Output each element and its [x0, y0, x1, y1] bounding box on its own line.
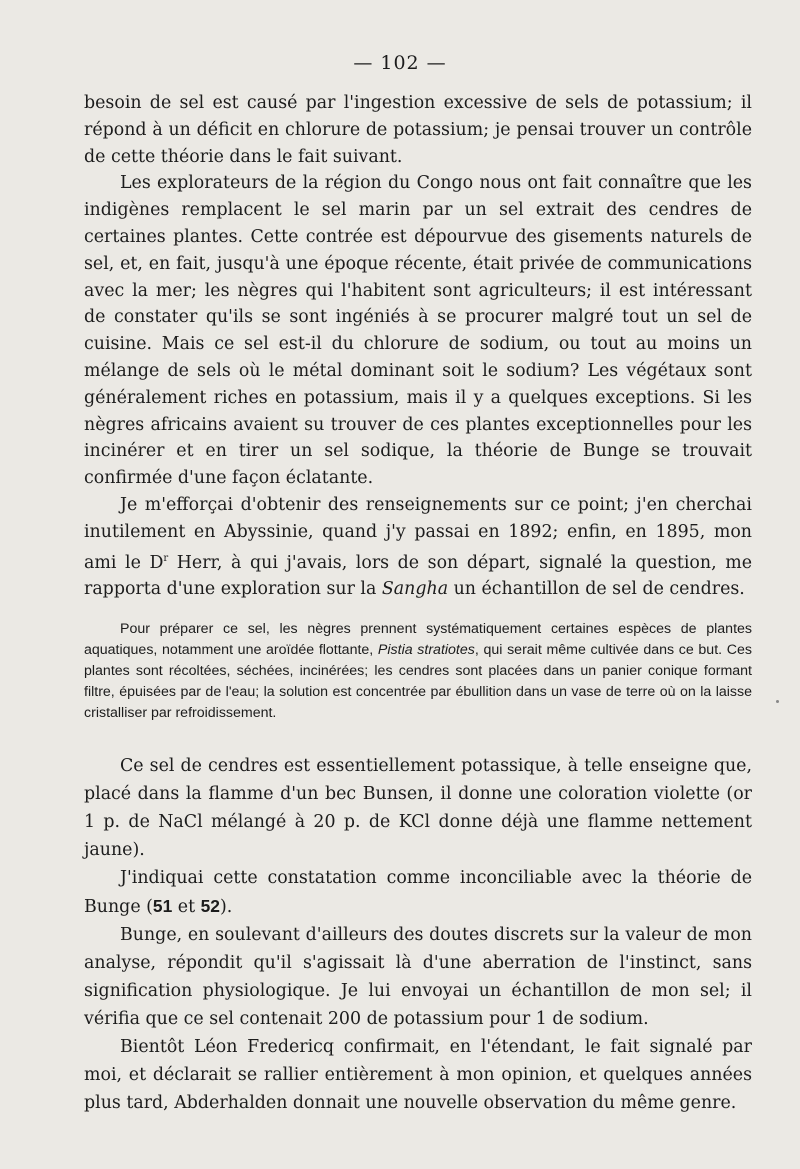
small-print-note [84, 619, 752, 724]
paragraph-bunge-reply: Bunge, en soulevant d'ailleurs des doutes discrets sur la valeur de mon analyse, répondit qu'il s'agissait là d'une aberration de l'instinct, sans signification physiologique. Je lui envoyai un échantillon de mon sel; il vérifia que ce sel contenait 200 de potassium pour 1 de sodium. [84, 924, 752, 1029]
paragraph-continuation: besoin de sel est causé par l'ingestion excessive de sels de potassium; il répond à un déficit en chlorure de potassium; je pensai trouver un contrôle de cette théorie dans le fait suivant. [84, 93, 752, 167]
main-text-block [84, 90, 752, 603]
paragraph-congo-explorers: Les explorateurs de la région du Congo nous ont fait connaître que les indigènes remplacent le sel marin par un sel extrait des cendres de certaines plantes. Cette contrée est dépourvue des gisements naturels de sel, et, en fait, jusqu'à une époque récente, était privée de communications avec la mer; les nègres qui l'habitent sont agriculteurs; il est intéressant de constater qu'ils se sont ingéniés à se procurer malgré tout un sel de cuisine. Mais ce sel est-il du chlorure de sodium, ou tout au moins un mélange de sels où le métal dominant soit le sodium? Les végétaux sont généralement riches en potassium, mais il y a quelques exceptions. Si les nègres africains avaient su trouver de ces plantes exceptionnelles pour les incinérer et en tirer un sel sodique, la théorie de Bunge se trouvait confirmée d'une façon éclatante. [84, 173, 752, 489]
pistia-italic: Pistia stratiotes [377, 641, 475, 658]
stray-ink-dot [776, 700, 779, 703]
paragraph-sangha-text-a: Je m'efforçai d'obtenir des renseignements sur ce point; j'en cherchai inutilement en Abyssinie, quand j'y passai en 1892; enfin, en 1895, mon ami le D [84, 494, 752, 573]
note-text-a: Pour préparer ce sel, les nègres prennent systématiquement certaines espèces de plantes aquatiques, notamment une aroïdée flottante, [84, 620, 752, 658]
note-text-b: , qui serait même cultivée dans ce but. Ces plantes sont récoltées, séchées, incinérées; les cendres sont placées dans un panier conique formant filtre, épuisées par de l'eau; la solution est concentrée par ébullition dans un vase de terre où on la laisse cristalliser par refroidissement. [84, 641, 752, 721]
sangha-italic: Sangha [381, 579, 449, 600]
lower-text-block [84, 752, 752, 1117]
paragraph-potassic-salt: Ce sel de cendres est essentiellement potassique, à telle enseigne que, placé dans la flamme d'un bec Bunsen, il donne une coloration violette (or 1 p. de NaCl mélangé à 20 p. de KCl donne déjà une flamme nettement jaune). [84, 755, 752, 860]
paragraph-inconciliable-text-a: J'indiquai cette constatation comme inconciliable avec la théorie de Bunge ( [84, 867, 752, 917]
paragraph-inconciliable-text-b: ). [219, 896, 233, 917]
reference-51: 51 [152, 895, 173, 916]
paragraph-sangha-text-b: Herr, à qui j'avais, lors de son départ, signalé la question, me rapporta d'une exploration sur la [84, 552, 752, 600]
note-paragraph [84, 619, 752, 724]
body-text [84, 90, 752, 1117]
page-number: — 102 — [353, 52, 447, 74]
paragraph-sangha-sample [84, 492, 752, 603]
reference-52: 52 [200, 895, 220, 916]
doctor-superscript: r [163, 552, 169, 564]
paragraph-sangha-text-c: un échantillon de sel de cendres. [448, 579, 745, 600]
paragraph-fredericq: Bientôt Léon Fredericq confirmait, en l'étendant, le fait signalé par moi, et déclarait se rallier entièrement à mon opinion, et quelques années plus tard, Abderhalden donnait une nouvelle observation du même genre. [84, 1036, 752, 1113]
paragraph-inconciliable [84, 864, 752, 921]
reference-and: et [172, 896, 201, 917]
